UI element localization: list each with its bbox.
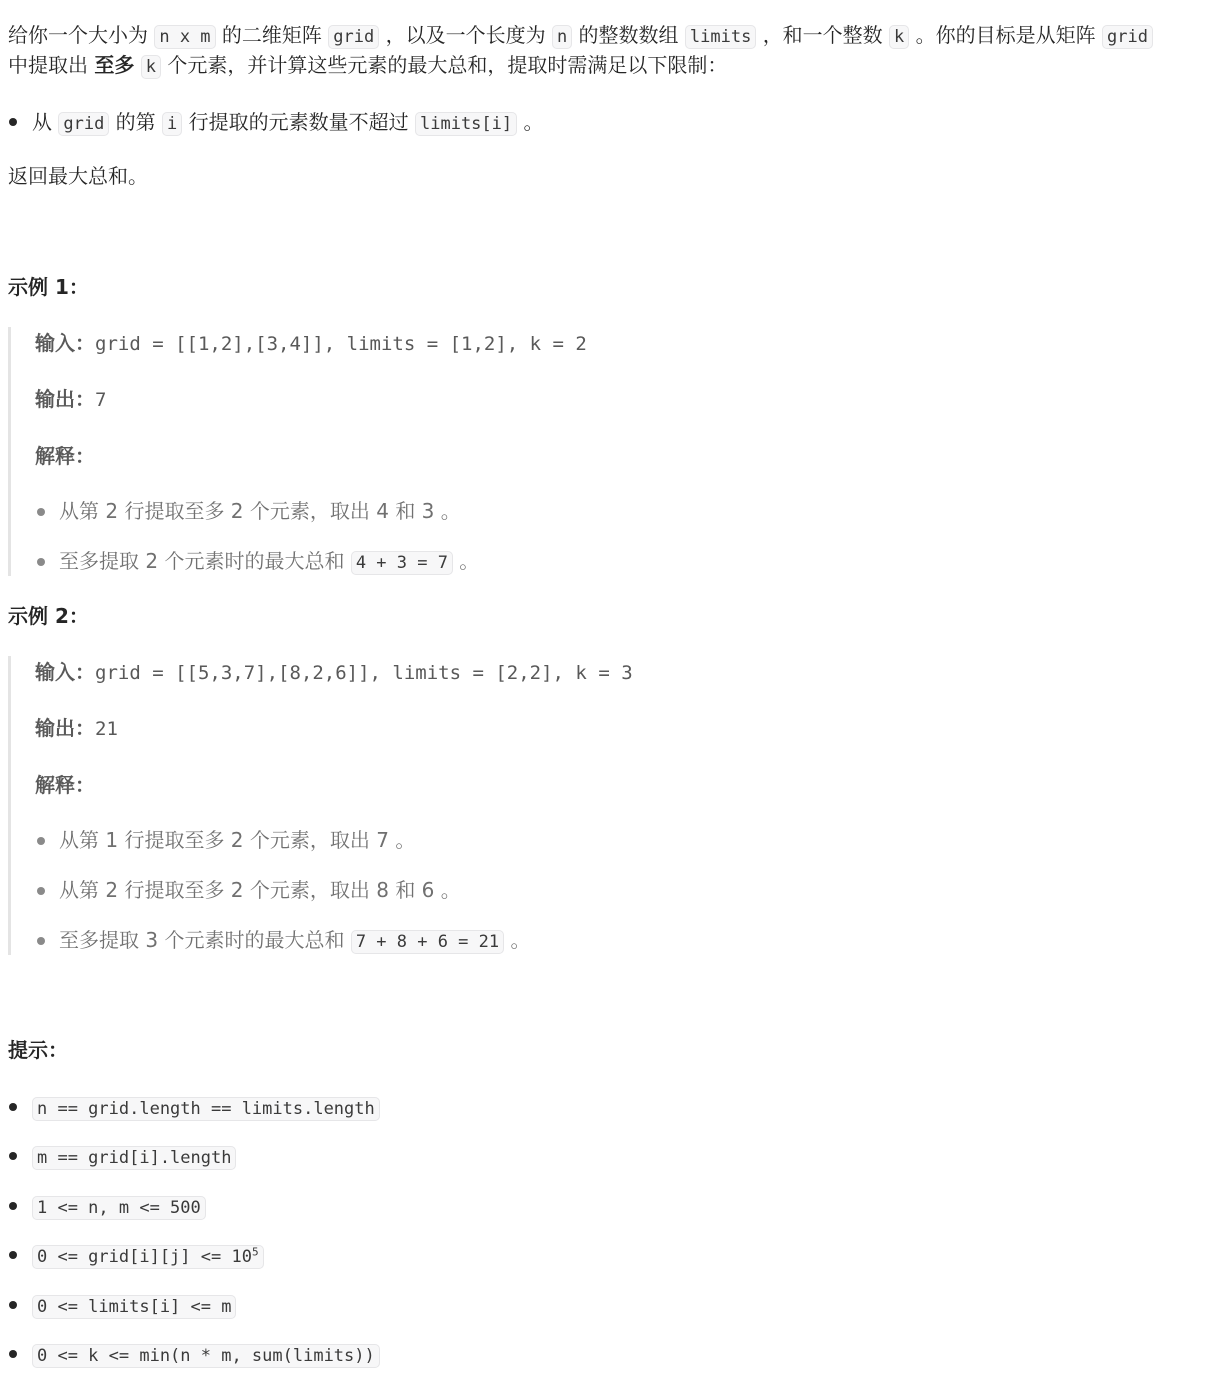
- bullet-dot: [9, 118, 17, 126]
- desc-text: 。: [523, 110, 544, 134]
- hints-title: 提示：: [8, 1038, 68, 1062]
- hint-item: [32, 1339, 380, 1369]
- desc-text: 中提取出: [8, 53, 88, 77]
- hint-item: [32, 1191, 206, 1221]
- inline-code: 0 <= limits[i] <= m: [32, 1295, 236, 1319]
- desc-text: 从: [32, 110, 52, 134]
- description-line-2: [8, 50, 727, 80]
- hint-item: [32, 1092, 380, 1122]
- example-2-bullet-3: [59, 925, 530, 955]
- inline-code: grid: [328, 25, 379, 49]
- example-1-title: 示例 1：: [8, 275, 89, 299]
- desc-text: 。你的目标是从矩阵: [915, 23, 1096, 47]
- input-value: grid = [[5,3,7],[8,2,6]], limits = [2,2], k = 3: [95, 662, 633, 684]
- example-1-bullet-1: 从第 2 行提取至多 2 个元素，取出 4 和 3 。: [59, 499, 461, 523]
- example-2-bullet-1: 从第 1 行提取至多 2 个元素，取出 7 。: [59, 828, 416, 852]
- description-line-1: [8, 20, 1153, 50]
- explain-label: 解释：: [35, 444, 95, 468]
- inline-code: [32, 1245, 264, 1269]
- example-2-explain: [35, 770, 95, 800]
- inline-code: n x m: [154, 25, 215, 49]
- output-label: 输出：: [35, 716, 95, 740]
- example-2-quote-bar: [8, 656, 11, 955]
- bullet-dot: [9, 1152, 17, 1160]
- inline-code: n == grid.length == limits.length: [32, 1097, 380, 1121]
- desc-text: 的第: [115, 110, 156, 134]
- bullet-dot: [9, 1350, 17, 1358]
- inline-code: k: [141, 55, 161, 79]
- desc-text: 的整数数组: [578, 23, 679, 47]
- example-1-explain: [35, 441, 95, 471]
- inline-code: limits[i]: [415, 112, 517, 136]
- bullet-dot: [37, 558, 45, 566]
- example-2-bullet-2: 从第 2 行提取至多 2 个元素，取出 8 和 6 。: [59, 878, 461, 902]
- example-1-output: [35, 384, 106, 414]
- bullet-dot: [9, 1103, 17, 1111]
- bullet-dot: [9, 1301, 17, 1309]
- inline-code: limits: [685, 25, 756, 49]
- desc-text: 的二维矩阵: [221, 23, 322, 47]
- desc-text: 行提取的元素数量不超过: [188, 110, 409, 134]
- inline-code: grid: [58, 112, 109, 136]
- inline-code: 4 + 3 = 7: [351, 551, 453, 575]
- example-2-input: [35, 657, 633, 687]
- description-bullet: [32, 107, 543, 137]
- example-1-quote-bar: [8, 327, 11, 576]
- return-text: 返回最大总和。: [8, 164, 148, 188]
- inline-code: 0 <= k <= min(n * m, sum(limits)): [32, 1344, 380, 1368]
- bullet-dot: [37, 508, 45, 516]
- input-label: 输入：: [35, 660, 95, 684]
- explain-label: 解释：: [35, 773, 95, 797]
- desc-text: ，以及一个长度为: [385, 23, 546, 47]
- hint-item: [32, 1240, 264, 1270]
- output-value: 7: [95, 389, 107, 411]
- example-2-title: 示例 2：: [8, 604, 89, 628]
- inline-code: i: [162, 112, 182, 136]
- input-value: grid = [[1,2],[3,4]], limits = [1,2], k = 2: [95, 333, 587, 355]
- input-label: 输入：: [35, 331, 95, 355]
- superscript: 5: [251, 1245, 259, 1259]
- example-1-bullet-2: [59, 546, 479, 576]
- inline-code: grid: [1102, 25, 1153, 49]
- desc-text: 给你一个大小为: [8, 23, 148, 47]
- bullet-dot: [37, 937, 45, 945]
- bullet-dot: [9, 1202, 17, 1210]
- bullet-dot: [9, 1251, 17, 1259]
- desc-text: 个元素，并计算这些元素的最大总和，提取时需满足以下限制：: [167, 53, 728, 77]
- hint-item: [32, 1141, 236, 1171]
- inline-code: k: [889, 25, 909, 49]
- bullet-dot: [37, 837, 45, 845]
- bold-text: 至多: [94, 53, 135, 77]
- bullet-tail: 。: [459, 549, 480, 573]
- output-label: 输出：: [35, 387, 95, 411]
- inline-code: m == grid[i].length: [32, 1146, 236, 1170]
- desc-text: ，和一个整数: [762, 23, 883, 47]
- bullet-dot: [37, 887, 45, 895]
- inline-code: 7 + 8 + 6 = 21: [351, 930, 504, 954]
- inline-code: 1 <= n, m <= 500: [32, 1196, 206, 1220]
- hint-grid-range: 0 <= grid[i][j] <= 10: [37, 1247, 252, 1267]
- bullet-text: 至多提取 2 个元素时的最大总和: [59, 549, 345, 573]
- example-1-input: [35, 328, 587, 358]
- output-value: 21: [95, 718, 118, 740]
- inline-code: n: [552, 25, 572, 49]
- bullet-tail: 。: [510, 928, 531, 952]
- hint-item: [32, 1290, 236, 1320]
- example-2-output: [35, 713, 118, 743]
- bullet-text: 至多提取 3 个元素时的最大总和: [59, 928, 345, 952]
